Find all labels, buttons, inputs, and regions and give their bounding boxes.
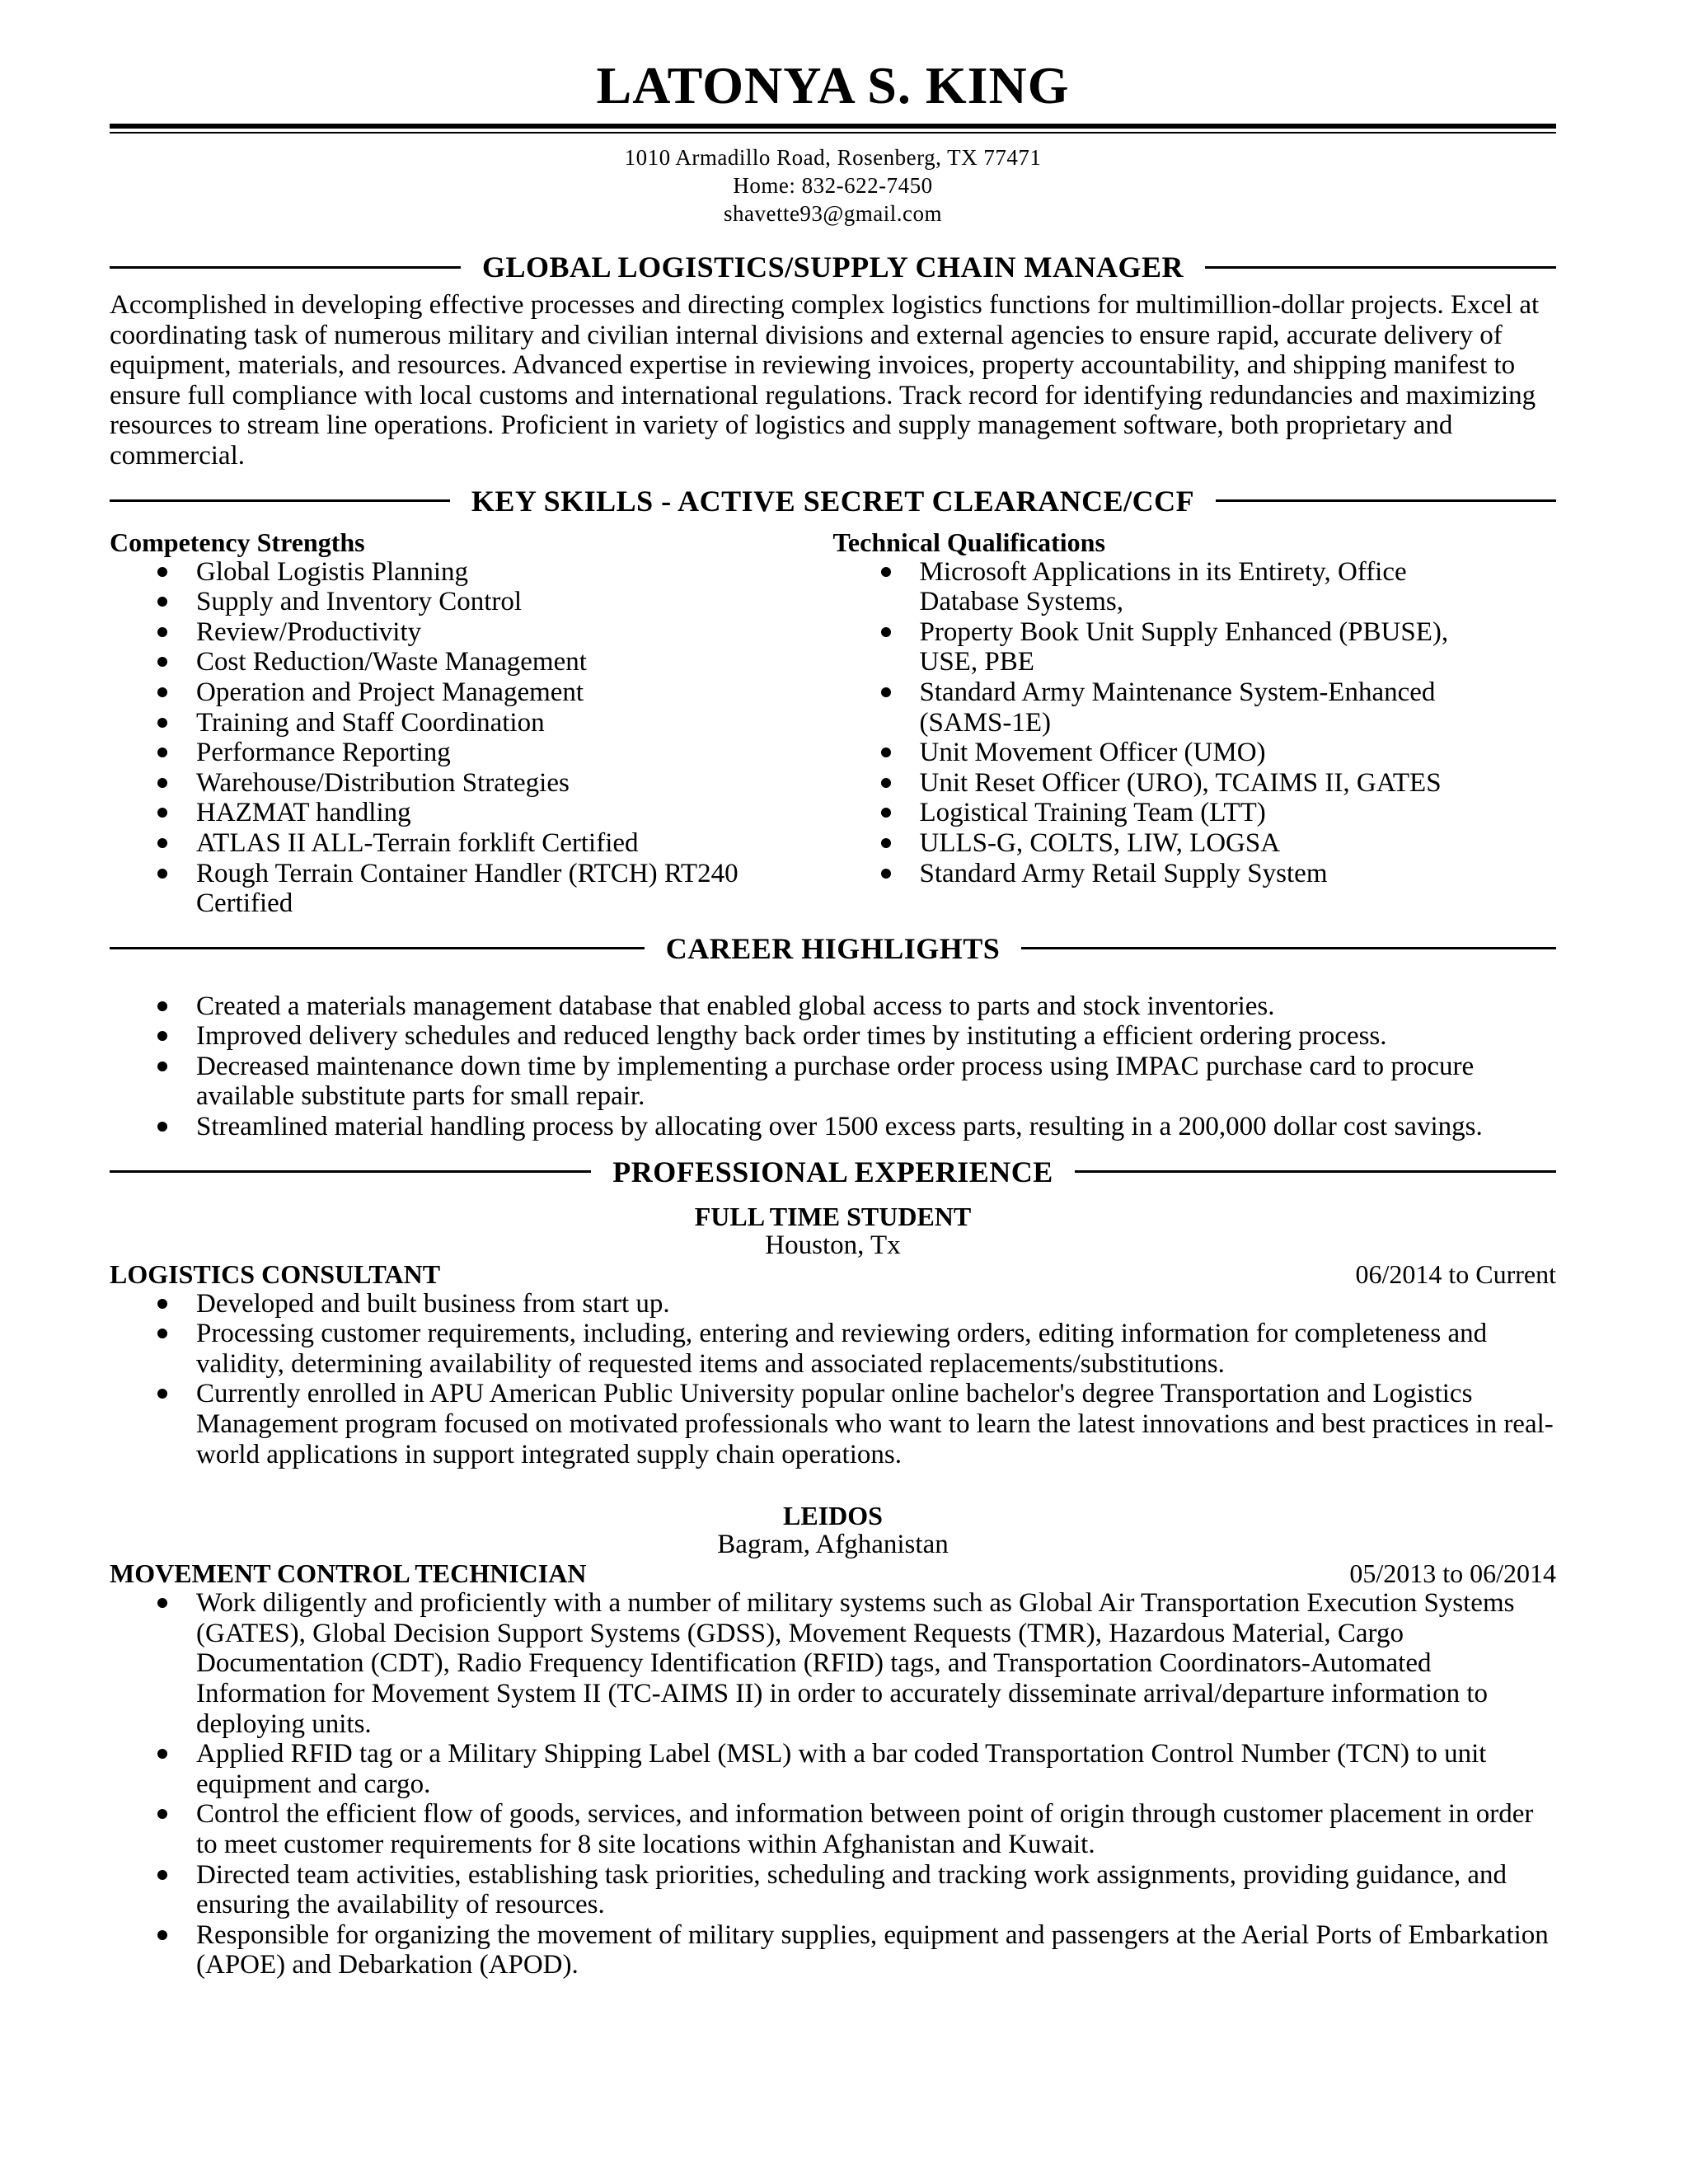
list-item: Warehouse/Distribution Strategies [110, 768, 833, 799]
section-title: GLOBAL LOGISTICS/SUPPLY CHAIN MANAGER [482, 251, 1184, 284]
contact-block [110, 143, 1556, 227]
list-item: Decreased maintenance down time by implementing a purchase order process using IMPAC purchase card to procure available substitute parts for small repair. [110, 1052, 1556, 1112]
list-item: Logistical Training Team (LTT) [833, 798, 1557, 828]
list-item: Control the efficient flow of goods, services, and information between point of origin through customer placement in order to meet customer requirements for 8 site locations within Afghanistan and Kuwait. [110, 1799, 1556, 1859]
technical-column [833, 527, 1557, 919]
address: 1010 Armadillo Road, Rosenberg, TX 77471 [624, 145, 1042, 170]
technical-list [833, 557, 1557, 889]
list-item: Property Book Unit Supply Enhanced (PBUSE), USE, PBE [833, 617, 1557, 677]
section-header-highlights [110, 930, 1556, 967]
list-item: Processing customer requirements, including, entering and reviewing orders, editing information for completeness and validity, determining availability of requested items and associated replacements/substitutions. [110, 1319, 1556, 1379]
list-item: Applied RFID tag or a Military Shipping Label (MSL) with a bar coded Transportation Control Number (TCN) to unit equipment and cargo. [110, 1739, 1556, 1799]
header-thick-rule [110, 124, 1556, 129]
list-item: Directed team activities, establishing task priorities, scheduling and tracking work assignments, providing guidance, and ensuring the availability of resources. [110, 1860, 1556, 1920]
job-dates: 06/2014 to Current [1355, 1258, 1556, 1289]
list-item: Unit Movement Officer (UMO) [833, 738, 1557, 768]
list-item: Created a materials management database that enabled global access to parts and stock inventories. [110, 991, 1556, 1022]
job-dates: 05/2013 to 06/2014 [1349, 1558, 1556, 1589]
job-entry [110, 1202, 1556, 1470]
competency-list [110, 557, 833, 919]
list-item: Global Logistis Planning [110, 557, 833, 588]
list-item: Supply and Inventory Control [110, 587, 833, 617]
section-rule-left [110, 266, 461, 269]
section-rule-right [1021, 947, 1556, 949]
competency-column [110, 527, 833, 919]
employer-name: FULL TIME STUDENT [694, 1201, 972, 1231]
section-rule-left [110, 1170, 591, 1173]
email: shavette93@gmail.com [723, 201, 943, 226]
employer-location: Houston, Tx [765, 1230, 901, 1260]
section-header-skills [110, 483, 1556, 519]
list-item: Standard Army Maintenance System-Enhanced (SAMS-1E) [833, 677, 1557, 738]
highlights-list [110, 991, 1556, 1142]
section-title: PROFESSIONAL EXPERIENCE [612, 1155, 1053, 1188]
section-header-experience [110, 1154, 1556, 1190]
list-item: Responsible for organizing the movement of military supplies, equipment and passengers at the Aerial Ports of Embarkation (APOE) and Debarkation (APOD). [110, 1920, 1556, 1980]
job-role: LOGISTICS CONSULTANT [110, 1258, 441, 1289]
job-bullets [110, 1289, 1556, 1470]
job-title-row [110, 1259, 1556, 1289]
section-rule-right [1075, 1170, 1556, 1173]
list-item: HAZMAT handling [110, 798, 833, 828]
list-item: Currently enrolled in APU American Public University popular online bachelor's degree Transportation and Logistics Management program focused on motivated professionals who want to learn the latest innovations and best practices in real-world applications in support integrated supply chain operations. [110, 1379, 1556, 1469]
list-item: Unit Reset Officer (URO), TCAIMS II, GATES [833, 768, 1557, 799]
header-thin-rule [110, 132, 1556, 134]
skills-columns [110, 527, 1556, 919]
section-rule-left [110, 499, 450, 502]
job-bullets [110, 1588, 1556, 1980]
section-title: KEY SKILLS - ACTIVE SECRET CLEARANCE/CCF [471, 484, 1195, 518]
list-item: ATLAS II ALL-Terrain forklift Certified [110, 828, 833, 859]
list-item: Developed and built business from start up. [110, 1289, 1556, 1319]
technical-title: Technical Qualifications [832, 527, 1105, 557]
section-rule-right [1205, 266, 1556, 269]
competency-title: Competency Strengths [110, 527, 365, 557]
list-item: Review/Productivity [110, 617, 833, 648]
job-title-row [110, 1558, 1556, 1588]
job-entry [110, 1501, 1556, 1980]
list-item: Work diligently and proficiently with a number of military systems such as Global Air Transportation Execution Systems (GATES), Global Decision Support Systems (GDSS), Movement Requests (TMR), Hazardous Material, Cargo Documentation (CDT), Radio Frequency Identification (RFID) tags, and Transportation Coordinators-Automated Information for Movement System II (TC-AIMS II) in order to accurately disseminate arrival/departure information to deploying units. [110, 1588, 1556, 1739]
candidate-name: LATONYA S. KING [596, 56, 1070, 115]
list-item: ULLS-G, COLTS, LIW, LOGSA [833, 828, 1557, 859]
summary-paragraph: Accomplished in developing effective processes and directing complex logistics functions for multimillion-dollar projects. Excel at coordinating task of numerous military and civilian internal divisions and external agencies to ensure rapid, accurate delivery of equipment, materials, and resources. Advanced expertise in reviewing invoices, property accountability, and shipping manifest to ensure full compliance with local customs and international regulations. Track record for identifying redundancies and maximizing resources to stream line operations. Proficient in variety of logistics and supply management software, both proprietary and commercial. [110, 290, 1540, 471]
list-item: Training and Staff Coordination [110, 708, 833, 738]
list-item: Cost Reduction/Waste Management [110, 647, 833, 677]
list-item: Microsoft Applications in its Entirety, Office Database Systems, [833, 557, 1557, 617]
list-item: Rough Terrain Container Handler (RTCH) RT240 Certified [110, 859, 833, 919]
section-header-summary [110, 249, 1556, 285]
section-title: CAREER HIGHLIGHTS [665, 931, 1001, 965]
employer-location: Bagram, Afghanistan [717, 1530, 949, 1560]
list-item: Operation and Project Management [110, 677, 833, 708]
phone: Home: 832-622-7450 [733, 173, 933, 198]
section-rule-left [110, 947, 645, 949]
job-role: MOVEMENT CONTROL TECHNICIAN [110, 1558, 587, 1589]
list-item: Standard Army Retail Supply System [833, 859, 1557, 889]
section-rule-right [1216, 499, 1556, 502]
list-item: Improved delivery schedules and reduced lengthy back order times by instituting a efficient ordering process. [110, 1021, 1556, 1052]
resume-page [110, 0, 1556, 1980]
employer-name: LEIDOS [783, 1501, 883, 1531]
list-item: Streamlined material handling process by allocating over 1500 excess parts, resulting in a 200,000 dollar cost savings. [110, 1112, 1556, 1142]
list-item: Performance Reporting [110, 738, 833, 768]
